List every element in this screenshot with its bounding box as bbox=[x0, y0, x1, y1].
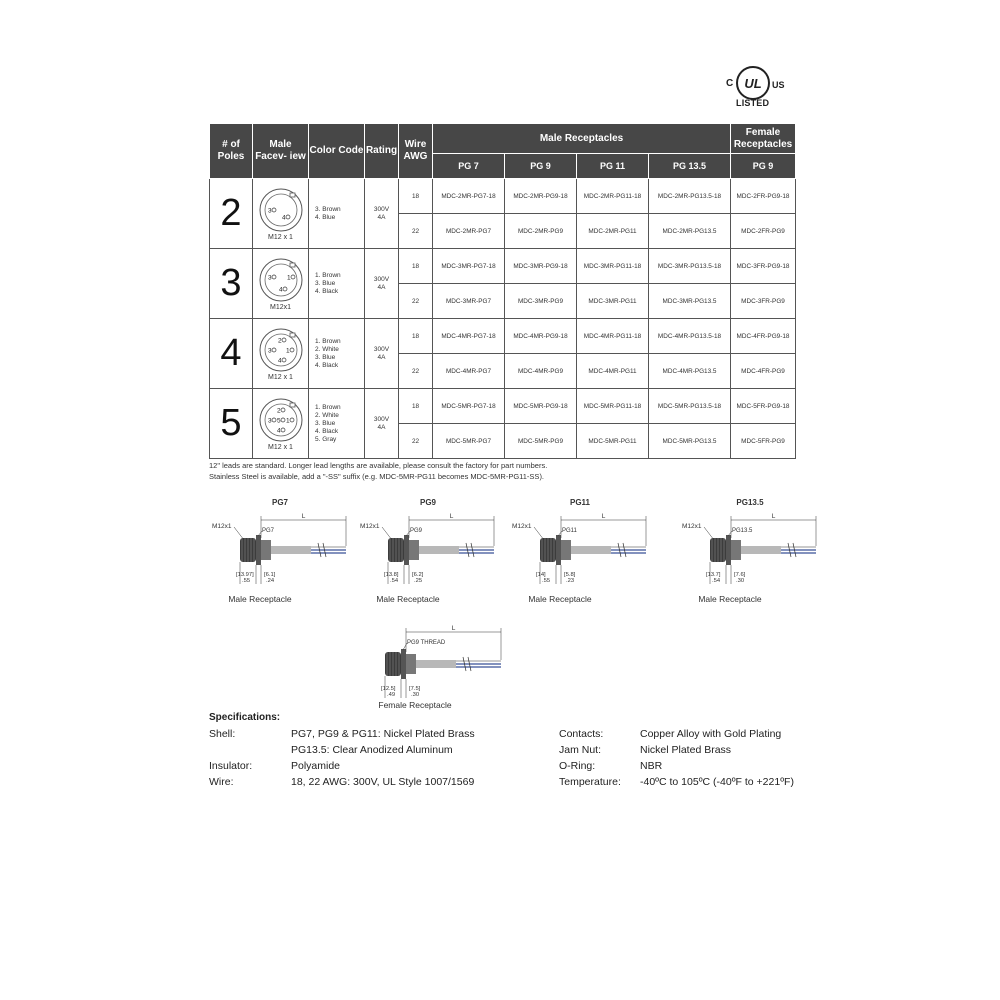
part-number-cell: MDC-2FR-PG9 bbox=[731, 214, 796, 249]
note-stainless: Stainless Steel is available, add a "-SS" suffix (e.g. MDC-5MR-PG11 becomes MDC-5MR-PG11-SS). bbox=[209, 472, 545, 481]
table-row bbox=[210, 249, 796, 284]
gland-label: PG13.5 bbox=[732, 528, 753, 534]
subheader-pg11: PG 11 bbox=[577, 154, 649, 179]
subheader-pg13-5: PG 13.5 bbox=[649, 154, 731, 179]
faceview-icon bbox=[258, 257, 304, 303]
spec-value: Nickel Plated Brass bbox=[640, 744, 732, 756]
rating-cell bbox=[365, 179, 399, 249]
subheader-pg9: PG 9 bbox=[505, 154, 577, 179]
leader-line bbox=[234, 527, 244, 540]
length-label: L bbox=[771, 513, 776, 520]
color-code-item: 1. Brown bbox=[315, 403, 341, 411]
faceview-pin bbox=[290, 348, 294, 352]
dimension-in: .25 bbox=[414, 578, 423, 584]
header-poles: # of Poles bbox=[210, 124, 253, 179]
dimension-mm: [6.2] bbox=[412, 572, 424, 578]
faceview-cell bbox=[253, 389, 309, 459]
poles-count: 4 bbox=[210, 319, 253, 389]
part-number-cell: MDC-4MR-PG9 bbox=[505, 354, 577, 389]
male-receptacle-drawing-1 bbox=[210, 500, 350, 610]
part-number-cell: MDC-3MR-PG11-18 bbox=[577, 249, 649, 284]
part-number-cell: MDC-2MR-PG11-18 bbox=[577, 179, 649, 214]
part-number-cell: MDC-5MR-PG7-18 bbox=[433, 389, 505, 424]
faceview-cell bbox=[253, 179, 309, 249]
spec-label: Temperature: bbox=[559, 776, 621, 788]
color-code-item: 3. Blue bbox=[315, 279, 336, 287]
dimension-mm: [7.5] bbox=[409, 686, 421, 692]
dimension-mm: [6.1] bbox=[264, 572, 276, 578]
faceview-key bbox=[290, 193, 295, 197]
flange bbox=[404, 535, 409, 565]
parts-table bbox=[209, 123, 796, 459]
drawing-title: PG11 bbox=[569, 498, 590, 507]
gland-nut bbox=[731, 540, 741, 560]
spec-row bbox=[559, 758, 794, 774]
part-number-cell: MDC-5FR-PG9 bbox=[731, 424, 796, 459]
part-number-cell: MDC-4MR-PG13.5-18 bbox=[649, 319, 731, 354]
faceview-pin-number: 4 bbox=[281, 214, 286, 221]
flange bbox=[726, 535, 731, 565]
ul-listed-text: LISTED bbox=[736, 98, 770, 108]
male-receptacle-drawing-3 bbox=[510, 500, 650, 610]
faceview-pin bbox=[291, 275, 295, 279]
part-number-cell: MDC-2MR-PG7-18 bbox=[433, 179, 505, 214]
header-wire-awg: Wire AWG bbox=[399, 124, 433, 179]
dimension-in: .55 bbox=[242, 578, 251, 584]
part-number-cell: MDC-4FR-PG9-18 bbox=[731, 319, 796, 354]
part-number-cell: MDC-2MR-PG7 bbox=[433, 214, 505, 249]
part-number-cell: MDC-2MR-PG9 bbox=[505, 214, 577, 249]
color-code-item: 1. Brown bbox=[315, 271, 341, 279]
faceview-pin-number: 3 bbox=[267, 417, 272, 424]
faceview-cell bbox=[253, 249, 309, 319]
color-code-item: 4. Blue bbox=[315, 213, 336, 221]
spec-label: Shell: bbox=[209, 728, 236, 740]
length-label: L bbox=[301, 513, 306, 520]
gland-nut bbox=[409, 540, 419, 560]
part-number-cell: MDC-4MR-PG11-18 bbox=[577, 319, 649, 354]
part-number-cell: MDC-2MR-PG9-18 bbox=[505, 179, 577, 214]
rating-value: 4A bbox=[377, 353, 386, 361]
drawing-title: PG9 bbox=[419, 498, 436, 507]
poles-count: 3 bbox=[210, 249, 253, 319]
spec-row bbox=[209, 726, 475, 742]
female-receptacle-drawing bbox=[365, 612, 505, 722]
part-number-cell: MDC-3MR-PG7 bbox=[433, 284, 505, 319]
faceview-pin bbox=[282, 358, 286, 362]
drawing-caption: Male Receptacle bbox=[376, 594, 440, 604]
faceview-pin bbox=[272, 418, 276, 422]
part-number-cell: MDC-2FR-PG9-18 bbox=[731, 179, 796, 214]
faceview-pin bbox=[272, 208, 276, 212]
color-code-item: 3. Blue bbox=[315, 419, 336, 427]
cable-jacket bbox=[271, 546, 311, 554]
header-faceview: Male Facev- iew bbox=[253, 124, 309, 179]
gland-nut bbox=[406, 654, 416, 674]
faceview-icon bbox=[258, 327, 304, 373]
color-code-item: 2. White bbox=[315, 411, 339, 419]
faceview-pin bbox=[286, 215, 290, 219]
part-number-cell: MDC-3MR-PG13.5 bbox=[649, 284, 731, 319]
thread-label: M12x1 bbox=[512, 523, 532, 530]
part-number-cell: MDC-3MR-PG7-18 bbox=[433, 249, 505, 284]
drawing-caption: Male Receptacle bbox=[698, 594, 762, 604]
rating-value: 300V bbox=[373, 345, 390, 353]
flange bbox=[401, 649, 406, 679]
cable-jacket bbox=[741, 546, 781, 554]
faceview-pin-number: 3 bbox=[267, 207, 272, 214]
dimension-mm: [13.7] bbox=[706, 572, 721, 578]
dimension-mm: [7.6] bbox=[734, 572, 746, 578]
drawing-title: PG7 bbox=[271, 498, 288, 507]
part-number-cell: MDC-2MR-PG13.5-18 bbox=[649, 179, 731, 214]
header-rating: Rating bbox=[365, 124, 399, 179]
header-female-receptacles: Female Receptacles bbox=[731, 124, 796, 154]
wire-awg-cell: 18 bbox=[399, 389, 433, 424]
rating-value: 300V bbox=[373, 415, 390, 423]
gland-label: PG9 THREAD bbox=[407, 640, 446, 646]
male-receptacle-drawing-4 bbox=[680, 500, 820, 610]
faceview-pin-number: 3 bbox=[267, 347, 272, 354]
table-row bbox=[210, 319, 796, 354]
color-code-cell bbox=[309, 389, 365, 459]
color-code-cell bbox=[309, 249, 365, 319]
color-code-cell bbox=[309, 179, 365, 249]
color-code-item: 3. Brown bbox=[315, 205, 341, 213]
spec-value: 18, 22 AWG: 300V, UL Style 1007/1569 bbox=[291, 776, 475, 788]
part-number-cell: MDC-5MR-PG11-18 bbox=[577, 389, 649, 424]
thread-label: M12x1 bbox=[682, 523, 702, 530]
poles-count: 2 bbox=[210, 179, 253, 249]
part-number-cell: MDC-4MR-PG7-18 bbox=[433, 319, 505, 354]
color-code-item: 4. Black bbox=[315, 427, 339, 435]
receptacle-diagram bbox=[510, 510, 650, 595]
leader-line bbox=[534, 527, 544, 540]
part-number-cell: MDC-3MR-PG11 bbox=[577, 284, 649, 319]
part-number-cell: MDC-4FR-PG9 bbox=[731, 354, 796, 389]
subheader-female-pg9: PG 9 bbox=[731, 154, 796, 179]
rating-cell bbox=[365, 249, 399, 319]
color-code-item: 4. Black bbox=[315, 361, 339, 369]
leader-line bbox=[382, 527, 392, 540]
faceview-pin bbox=[281, 408, 285, 412]
gland-label: PG9 bbox=[410, 528, 423, 534]
faceview-key bbox=[290, 333, 295, 337]
spec-label: Contacts: bbox=[559, 728, 604, 740]
faceview-label: M12 x 1 bbox=[268, 233, 293, 241]
wire-awg-cell: 22 bbox=[399, 214, 433, 249]
part-number-cell: MDC-3FR-PG9-18 bbox=[731, 249, 796, 284]
ul-listed-logo bbox=[726, 64, 788, 110]
note-leads: 12" leads are standard. Longer lead lengths are available, please consult the factory for part numbers. bbox=[209, 461, 548, 470]
color-code-item: 1. Brown bbox=[315, 337, 341, 345]
leader-line bbox=[704, 527, 714, 540]
header-color-code: Color Code bbox=[309, 124, 365, 179]
dimension-in: .24 bbox=[266, 578, 275, 584]
faceview-pin bbox=[282, 338, 286, 342]
faceview-pin-number: 3 bbox=[267, 274, 272, 281]
faceview-pin-number: 5 bbox=[276, 417, 281, 424]
faceview-pin bbox=[283, 287, 287, 291]
rating-value: 300V bbox=[373, 205, 390, 213]
cable-jacket bbox=[419, 546, 459, 554]
receptacle-diagram bbox=[365, 622, 505, 707]
wire-awg-cell: 22 bbox=[399, 424, 433, 459]
part-number-cell: MDC-2MR-PG11 bbox=[577, 214, 649, 249]
specifications-right bbox=[559, 726, 794, 790]
spec-value: PG13.5: Clear Anodized Aluminum bbox=[291, 744, 453, 756]
spec-row bbox=[209, 758, 475, 774]
faceview-pin bbox=[272, 348, 276, 352]
part-number-cell: MDC-4MR-PG11 bbox=[577, 354, 649, 389]
rating-value: 4A bbox=[377, 213, 386, 221]
header-male-receptacles: Male Receptacles bbox=[433, 124, 731, 154]
drawing-caption: Male Receptacle bbox=[228, 594, 292, 604]
spec-value: -40ºC to 105ºC (-40ºF to +221ºF) bbox=[640, 776, 794, 788]
faceview-pin bbox=[290, 418, 294, 422]
faceview-cell bbox=[253, 319, 309, 389]
color-code-item: 3. Blue bbox=[315, 353, 336, 361]
faceview-pin-number: 1 bbox=[286, 274, 291, 281]
dimension-in: .23 bbox=[566, 578, 575, 584]
faceview-label: M12x1 bbox=[269, 303, 291, 311]
poles-count: 5 bbox=[210, 389, 253, 459]
spec-label: Wire: bbox=[209, 776, 234, 788]
ul-us-mark: US bbox=[772, 80, 785, 90]
part-number-cell: MDC-5MR-PG13.5 bbox=[649, 424, 731, 459]
faceview-pin-number: 4 bbox=[276, 427, 281, 434]
faceview-pin bbox=[281, 428, 285, 432]
length-label: L bbox=[449, 513, 454, 520]
faceview-label: M12 x 1 bbox=[268, 443, 293, 451]
part-number-cell: MDC-5FR-PG9-18 bbox=[731, 389, 796, 424]
ul-c-mark: C bbox=[726, 78, 734, 89]
male-receptacle-drawing-2 bbox=[358, 500, 498, 610]
wire-awg-cell: 18 bbox=[399, 319, 433, 354]
ul-circle-logo: UL bbox=[736, 66, 770, 100]
gland-nut bbox=[561, 540, 571, 560]
spec-value: PG7, PG9 & PG11: Nickel Plated Brass bbox=[291, 728, 475, 740]
thread-label: M12x1 bbox=[360, 523, 380, 530]
faceview-outer-ring bbox=[260, 329, 302, 371]
spec-row bbox=[209, 742, 475, 758]
wire-awg-cell: 22 bbox=[399, 284, 433, 319]
dimension-mm: [13.8] bbox=[384, 572, 399, 578]
rating-cell bbox=[365, 389, 399, 459]
dimension-in: .54 bbox=[712, 578, 721, 584]
spec-value: Polyamide bbox=[291, 760, 341, 772]
dimension-in: .30 bbox=[736, 578, 745, 584]
spec-row bbox=[559, 726, 794, 742]
part-number-cell: MDC-5MR-PG7 bbox=[433, 424, 505, 459]
color-code-item: 4. Black bbox=[315, 287, 339, 295]
dimension-in: .49 bbox=[387, 692, 396, 698]
spec-label: Jam Nut: bbox=[559, 744, 602, 756]
dimension-mm: [13.97] bbox=[236, 572, 254, 578]
drawing-title: PG13.5 bbox=[736, 498, 764, 507]
wire-awg-cell: 18 bbox=[399, 249, 433, 284]
dimension-mm: [5.8] bbox=[564, 572, 576, 578]
specifications-title: Specifications: bbox=[209, 712, 281, 723]
faceview-icon bbox=[258, 397, 304, 443]
length-label: L bbox=[601, 513, 606, 520]
faceview-pin-number: 1 bbox=[285, 347, 290, 354]
cable-jacket bbox=[571, 546, 611, 554]
color-code-item: 5. Gray bbox=[315, 435, 337, 443]
dimension-mm: [12.5] bbox=[381, 686, 396, 692]
part-number-cell: MDC-5MR-PG13.5-18 bbox=[649, 389, 731, 424]
dimension-in: .30 bbox=[411, 692, 420, 698]
faceview-key bbox=[290, 263, 295, 267]
gland-label: PG11 bbox=[562, 528, 577, 534]
flange bbox=[556, 535, 561, 565]
subheader-pg7: PG 7 bbox=[433, 154, 505, 179]
part-number-cell: MDC-5MR-PG9 bbox=[505, 424, 577, 459]
part-number-cell: MDC-5MR-PG11 bbox=[577, 424, 649, 459]
spec-row bbox=[209, 774, 475, 790]
part-number-cell: MDC-5MR-PG9-18 bbox=[505, 389, 577, 424]
cable-jacket bbox=[416, 660, 456, 668]
rating-value: 300V bbox=[373, 275, 390, 283]
rating-value: 4A bbox=[377, 423, 386, 431]
spec-row bbox=[559, 742, 794, 758]
part-number-cell: MDC-4MR-PG9-18 bbox=[505, 319, 577, 354]
part-number-cell: MDC-3FR-PG9 bbox=[731, 284, 796, 319]
part-number-cell: MDC-4MR-PG7 bbox=[433, 354, 505, 389]
spec-label bbox=[209, 742, 291, 758]
receptacle-diagram bbox=[210, 510, 350, 595]
faceview-pin-number: 2 bbox=[276, 407, 281, 414]
drawing-caption: Male Receptacle bbox=[528, 594, 592, 604]
rating-value: 4A bbox=[377, 283, 386, 291]
faceview-label: M12 x 1 bbox=[268, 373, 293, 381]
spec-value: NBR bbox=[640, 760, 663, 772]
faceview-pin bbox=[272, 275, 276, 279]
rating-cell bbox=[365, 319, 399, 389]
part-number-cell: MDC-4MR-PG13.5 bbox=[649, 354, 731, 389]
faceview-key bbox=[290, 403, 295, 407]
drawing-caption: Female Receptacle bbox=[378, 700, 452, 710]
gland-nut bbox=[261, 540, 271, 560]
length-label: L bbox=[451, 625, 456, 632]
faceview-outer-ring bbox=[260, 189, 302, 231]
part-number-cell: MDC-3MR-PG9-18 bbox=[505, 249, 577, 284]
gland-label: PG7 bbox=[262, 528, 275, 534]
spec-row bbox=[559, 774, 794, 790]
faceview-pin-number: 1 bbox=[285, 417, 290, 424]
color-code-item: 2. White bbox=[315, 345, 339, 353]
part-number-cell: MDC-2MR-PG13.5 bbox=[649, 214, 731, 249]
receptacle-diagram bbox=[680, 510, 820, 595]
table-row bbox=[210, 389, 796, 424]
spec-label: Insulator: bbox=[209, 760, 253, 772]
part-number-cell: MDC-3MR-PG13.5-18 bbox=[649, 249, 731, 284]
dimension-mm: [14] bbox=[536, 572, 546, 578]
table-row bbox=[210, 179, 796, 214]
specifications-left bbox=[209, 726, 475, 790]
leader-line bbox=[403, 643, 407, 650]
faceview-pin-number: 4 bbox=[278, 286, 283, 293]
faceview-outer-ring bbox=[260, 259, 302, 301]
thread-label: M12x1 bbox=[212, 523, 232, 530]
dimension-in: .54 bbox=[390, 578, 399, 584]
receptacle-diagram bbox=[358, 510, 498, 595]
spec-label: O-Ring: bbox=[559, 760, 596, 772]
color-code-cell bbox=[309, 319, 365, 389]
part-number-cell: MDC-3MR-PG9 bbox=[505, 284, 577, 319]
dimension-in: .55 bbox=[542, 578, 551, 584]
flange bbox=[256, 535, 261, 565]
wire-awg-cell: 18 bbox=[399, 179, 433, 214]
faceview-pin-number: 4 bbox=[277, 357, 282, 364]
spec-value: Copper Alloy with Gold Plating bbox=[640, 728, 782, 740]
faceview-icon bbox=[258, 187, 304, 233]
wire-awg-cell: 22 bbox=[399, 354, 433, 389]
faceview-pin bbox=[281, 418, 285, 422]
faceview-pin-number: 2 bbox=[277, 337, 282, 344]
